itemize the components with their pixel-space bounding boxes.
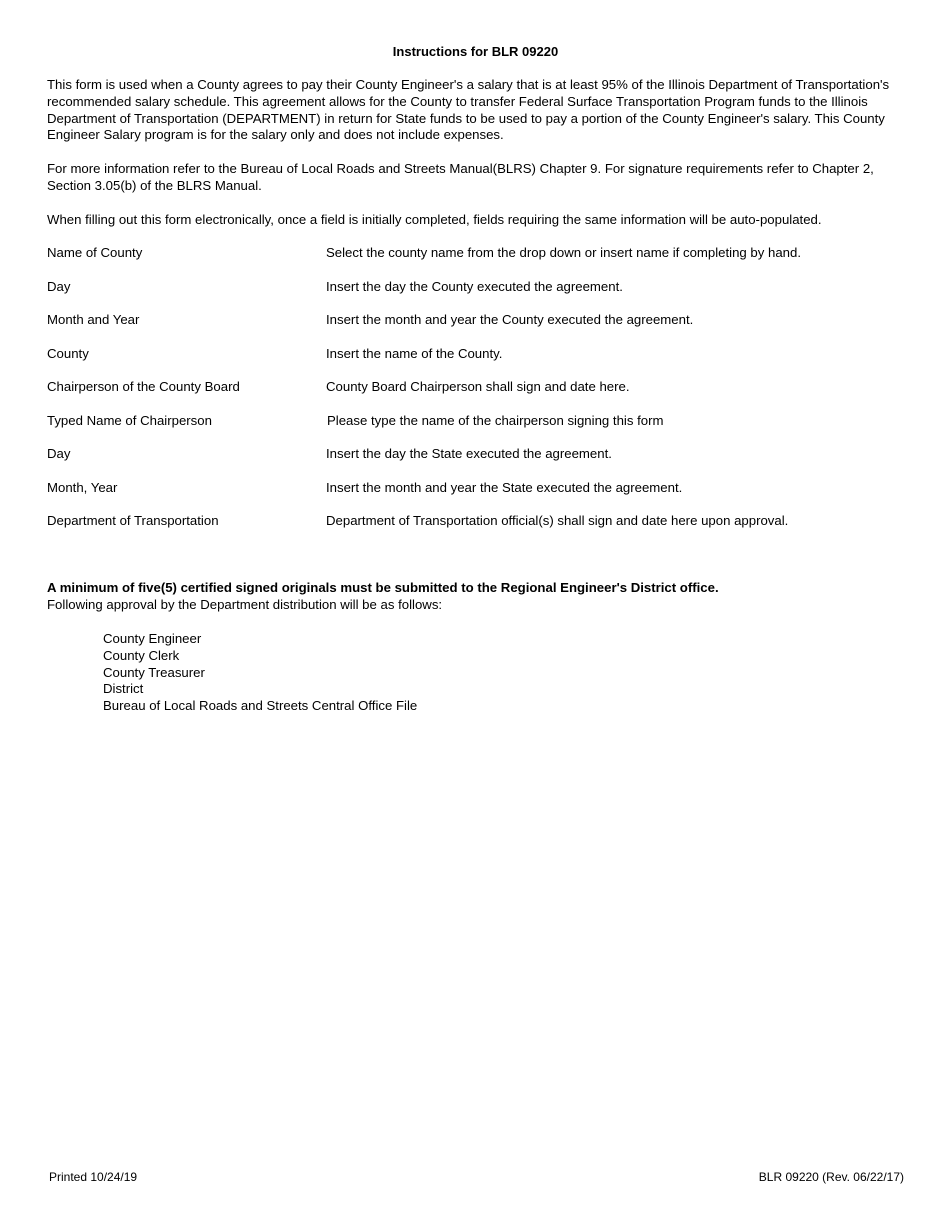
- field-name: Typed Name of Chairperson: [47, 412, 212, 428]
- printed-date: Printed 10/24/19: [49, 1170, 138, 1184]
- distribution-item: County Clerk: [103, 647, 180, 663]
- field-name: Department of Transportation: [47, 513, 219, 528]
- intro-paragraph: This form is used when a County agrees to pay their County Engineer's a salary that is at least 95% of the Illinois Department of Transportation's recommended salary schedule. This agreement allows for the County to transfer Federal Surface Transportation Program funds to the Illinois Department of Transportation (DEPARTMENT) in return for State funds to be used to pay a portion of the County Engineer's salary. This County Engineer Salary program is for the salary only and does not include expenses.: [47, 77, 890, 143]
- distribution-intro: Following approval by the Department distribution will be as follows:: [47, 596, 443, 612]
- field-description: Department of Transportation official(s) shall sign and date here upon approval.: [326, 513, 789, 528]
- field-row-department: [47, 513, 912, 547]
- distribution-list: [103, 631, 417, 715]
- distribution-item: County Engineer: [103, 631, 202, 646]
- field-row-chairperson: [47, 379, 912, 413]
- submission-requirement: A minimum of five(5) certified signed originals must be submitted to the Regional Engineer's District office.: [47, 580, 719, 595]
- field-name: Chairperson of the County Board: [47, 379, 240, 394]
- field-description: Insert the day the State executed the agreement.: [326, 446, 612, 461]
- field-row-state-month-year: [47, 480, 912, 514]
- field-description: Select the county name from the drop down or insert name if completing by hand.: [326, 245, 802, 260]
- distribution-item: District: [103, 681, 144, 697]
- autofill-paragraph: When filling out this form electronically, once a field is initially completed, fields requiring the same information will be auto-populated.: [47, 212, 822, 227]
- reference-paragraph: For more information refer to the Bureau of Local Roads and Streets Manual(BLRS) Chapter 9. For signature requirements refer to Chapter 2, Section 3.05(b) of the BLRS Manual.: [47, 161, 874, 193]
- field-row-county: [47, 346, 912, 380]
- field-description: Insert the month and year the County executed the agreement.: [326, 312, 694, 327]
- field-name: County: [47, 345, 89, 361]
- field-name: Month, Year: [47, 479, 118, 495]
- submission-notice: [47, 580, 912, 614]
- field-name: Day: [47, 446, 71, 461]
- field-row-name-of-county: [47, 245, 912, 279]
- field-description: County Board Chairperson shall sign and date here.: [326, 379, 630, 394]
- field-description: Insert the name of the County.: [326, 345, 503, 361]
- field-description: Insert the month and year the State executed the agreement.: [326, 479, 683, 495]
- field-description: Insert the day the County executed the agreement.: [326, 278, 623, 294]
- distribution-item: County Treasurer: [103, 664, 205, 680]
- field-name: Day: [47, 278, 71, 294]
- field-row-county-month-year: [47, 312, 912, 346]
- field-description: Please type the name of the chairperson signing this form: [327, 412, 664, 428]
- field-row-state-day: [47, 446, 912, 480]
- form-revision: BLR 09220 (Rev. 06/22/17): [758, 1170, 904, 1184]
- field-row-county-day: [47, 279, 912, 313]
- field-name: Name of County: [47, 245, 143, 260]
- field-name: Month and Year: [47, 312, 140, 327]
- field-row-typed-chairperson: [47, 413, 912, 447]
- page-title: Instructions for BLR 09220: [392, 44, 559, 59]
- distribution-item: Bureau of Local Roads and Streets Central Office File: [103, 698, 418, 714]
- field-instructions-table: [47, 245, 912, 547]
